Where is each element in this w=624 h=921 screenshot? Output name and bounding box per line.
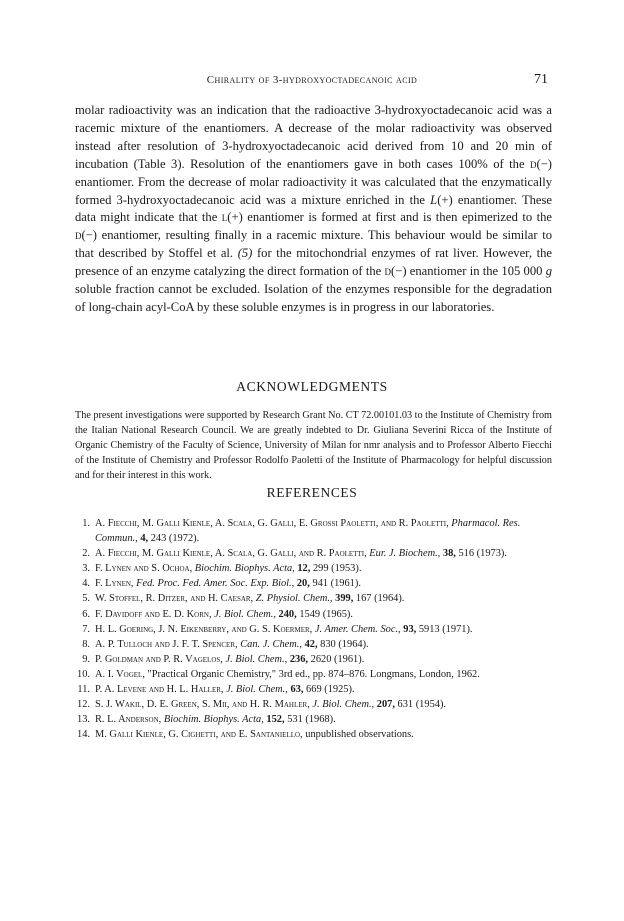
reference-item — [75, 697, 555, 712]
reference-authors: A. Fiecchi, M. Galli Kienle, A. Scala, G. Galli, E. Grossi Paoletti, and R. Paoletti, — [95, 518, 449, 529]
reference-authors: A. I. Vogel, — [95, 668, 145, 680]
page-number: 71 — [534, 72, 548, 87]
reference-number: 1. — [82, 518, 90, 529]
acknowledgments-heading: ACKNOWLEDGMENTS — [236, 379, 388, 394]
reference-text — [95, 624, 473, 635]
config-letter: d — [530, 156, 537, 171]
reference-authors: A. Fiecchi, M. Galli Kienle, A. Scala, G. Galli, and R. Paoletti, — [95, 548, 367, 560]
reference-number: 9. — [82, 653, 90, 665]
page-header — [72, 74, 552, 90]
reference-details: 531 (1968). — [284, 714, 336, 726]
reference-volume: 20, — [294, 578, 310, 590]
reference-volume: 38, — [440, 548, 456, 560]
citation-ref: (5) — [237, 246, 253, 261]
reference-details: 167 (1964). — [353, 593, 405, 605]
reference-volume: 4, — [137, 533, 149, 545]
reference-text — [95, 578, 361, 589]
reference-journal: J. Biol. Chem., — [222, 653, 288, 665]
reference-number: 3. — [82, 563, 90, 575]
reference-journal: Biochim. Biophys. Acta, — [192, 563, 295, 575]
reference-text — [95, 609, 353, 620]
reference-volume: 12, — [294, 563, 311, 575]
reference-authors: W. Stoffel, R. Ditzer, and H. Caesar, — [95, 593, 254, 605]
config-letter: d — [384, 264, 392, 279]
acknowledgments-text: The present investigations were supported by Research Grant No. CT 72.00101.03 to the Institute of Chemistry from the Italian National Research Council. We are greatly indebted to Dr. Giuliana Severini Ricca of the Institute of Organic Chemistry of the Faculty of Science, University of Milan for nmr analysis and to Professor Alberto Fiecchi of the Institute of Chemistry and Professor Rodolfo Paoletti of the Institute of Pharmacology for helpful discussion and for their interest in this work. — [75, 410, 552, 481]
body-text: (−) enantiomer, resulting finally in a racemic mixture. This behaviour would be similar to that described by Stoffel et al. — [75, 228, 552, 261]
reference-volume: 399, — [332, 593, 354, 605]
reference-volume: 42, — [301, 638, 318, 650]
reference-number: 13. — [77, 714, 90, 726]
reference-number: 11. — [77, 684, 90, 696]
reference-item — [75, 727, 555, 742]
reference-authors: H. L. Goering, J. N. Eikenberry, and G. S. Koermer, — [95, 623, 313, 635]
reference-item — [75, 712, 555, 727]
reference-volume: 240, — [275, 608, 297, 620]
reference-volume: 63, — [287, 684, 304, 696]
reference-journal: Can. J. Chem., — [237, 638, 302, 650]
reference-authors: R. L. Anderson, — [95, 714, 162, 726]
reference-journal: Fed. Proc. Fed. Amer. Soc. Exp. Biol., — [133, 578, 295, 590]
reference-text — [95, 699, 446, 710]
reference-text — [95, 669, 480, 680]
reference-details: "Practical Organic Chemistry," 3rd ed., pp. 874–876. Longmans, London, 1962. — [144, 668, 480, 680]
reference-volume: 152, — [263, 714, 285, 726]
reference-number: 5. — [82, 593, 90, 605]
reference-item — [75, 546, 555, 561]
reference-text — [95, 684, 355, 695]
reference-number: 12. — [77, 699, 90, 711]
running-head-part-2: 3-hydroxyoctadecanoic acid — [272, 74, 418, 86]
body-text: (−) enantiomer. From the decrease of molar radioactivity it was calculated that the enzymatically formed 3-hydroxyoctadecanoic acid was a mixture enriched in the — [75, 156, 552, 207]
running-head — [72, 74, 552, 86]
body-text: (+) enantiomer. These data might indicate that the — [75, 192, 553, 225]
reference-volume: 207, — [374, 699, 395, 711]
reference-number: 4. — [82, 578, 90, 590]
reference-text — [95, 518, 520, 544]
reference-details: unpublished observations. — [302, 729, 414, 741]
reference-details: 941 (1961). — [309, 578, 361, 590]
reference-item — [75, 576, 555, 591]
reference-details: 830 (1964). — [317, 638, 369, 650]
config-letter: L — [430, 192, 438, 207]
reference-details: 669 (1925). — [303, 684, 355, 696]
reference-details: 631 (1954). — [394, 699, 447, 711]
reference-authors: A. P. Tulloch and J. F. T. Spencer, — [95, 638, 238, 650]
reference-details: 2620 (1961). — [308, 653, 365, 665]
reference-item — [75, 591, 555, 606]
reference-item — [75, 652, 555, 667]
reference-details: 299 (1953). — [310, 563, 362, 575]
reference-number: 8. — [82, 638, 90, 650]
body-paragraph — [75, 102, 552, 317]
unit-g: g — [545, 264, 552, 279]
references-list — [75, 516, 555, 742]
reference-journal: Z. Physiol. Chem., — [253, 593, 333, 605]
reference-number: 2. — [82, 548, 90, 560]
reference-journal: Eur. J. Biochem., — [366, 548, 441, 560]
reference-item — [75, 607, 555, 622]
reference-item — [75, 561, 555, 576]
running-head-part-1: Chirality of — [206, 74, 273, 86]
reference-number: 14. — [77, 729, 90, 741]
reference-volume: 93, — [400, 623, 417, 635]
reference-journal: J. Biol. Chem., — [211, 608, 276, 620]
reference-item — [75, 682, 555, 697]
reference-item — [75, 667, 555, 682]
config-letter: d — [75, 228, 82, 243]
reference-number: 7. — [82, 623, 90, 635]
reference-item — [75, 516, 555, 546]
reference-journal: J. Biol. Chem., — [309, 699, 375, 711]
config-letter: l — [221, 210, 228, 225]
reference-authors: F. Lynen, — [95, 578, 134, 590]
reference-authors: F. Lynen and S. Ochoa, — [95, 563, 193, 575]
body-text: for the mitochondrial enzymes of rat liver. However, the presence of an enzyme catalyzing the direct formation of the — [75, 246, 553, 279]
reference-authors: M. Galli Kienle, G. Cighetti, and E. Santaniello, — [95, 729, 303, 741]
body-text: molar radioactivity was an indication that the radioactive 3-hydroxyoctadecanoic acid was a racemic mixture of the enantiomers. A decrease of the molar radioactivity was observed instead after resolution of 3-hydroxyoctadecanoic acid derived from 10 and 20 min of incubation (Table 3). Resolution of the enantiomers gave in both cases 100% of the — [75, 103, 552, 171]
reference-number: 10. — [77, 668, 90, 680]
body-text: (−) enantiomer in the 105 000 — [391, 264, 546, 279]
reference-authors: S. J. Wakil, D. E. Green, S. Mii, and H. R. Mahler, — [95, 699, 310, 711]
reference-text — [95, 563, 361, 574]
reference-text — [95, 593, 404, 604]
body-text: (+) enantiomer is formed at first and is then epimerized to the — [227, 210, 552, 225]
reference-authors: P. A. Levene and H. L. Haller, — [95, 684, 224, 696]
reference-text — [95, 654, 364, 665]
reference-volume: 236, — [287, 653, 309, 665]
reference-journal: Biochim. Biophys. Acta, — [161, 714, 264, 726]
reference-number: 6. — [82, 608, 90, 620]
reference-details: 5913 (1971). — [416, 623, 473, 635]
reference-text — [95, 548, 507, 559]
reference-authors: F. Davidoff and E. D. Korn, — [95, 608, 212, 620]
reference-journal: J. Amer. Chem. Soc., — [312, 623, 401, 635]
reference-item — [75, 637, 555, 652]
body-text: soluble fraction cannot be excluded. Isolation of the enzymes responsible for the degradation of long-chain acyl-CoA by these soluble enzymes is in progress in our laboratories. — [75, 282, 552, 314]
reference-journal: Pharmacol. Res. Commun., — [95, 518, 521, 545]
references-heading: REFERENCES — [266, 485, 358, 500]
reference-text — [95, 729, 414, 740]
reference-authors: P. Goldman and P. R. Vagelos, — [95, 653, 223, 665]
reference-details: 516 (1973). — [455, 548, 507, 560]
reference-text — [95, 714, 336, 725]
reference-details: 243 (1972). — [148, 533, 200, 545]
reference-details: 1549 (1965). — [296, 608, 353, 620]
reference-journal: J. Biol. Chem., — [223, 684, 288, 696]
reference-text — [95, 639, 369, 650]
reference-item — [75, 622, 555, 637]
